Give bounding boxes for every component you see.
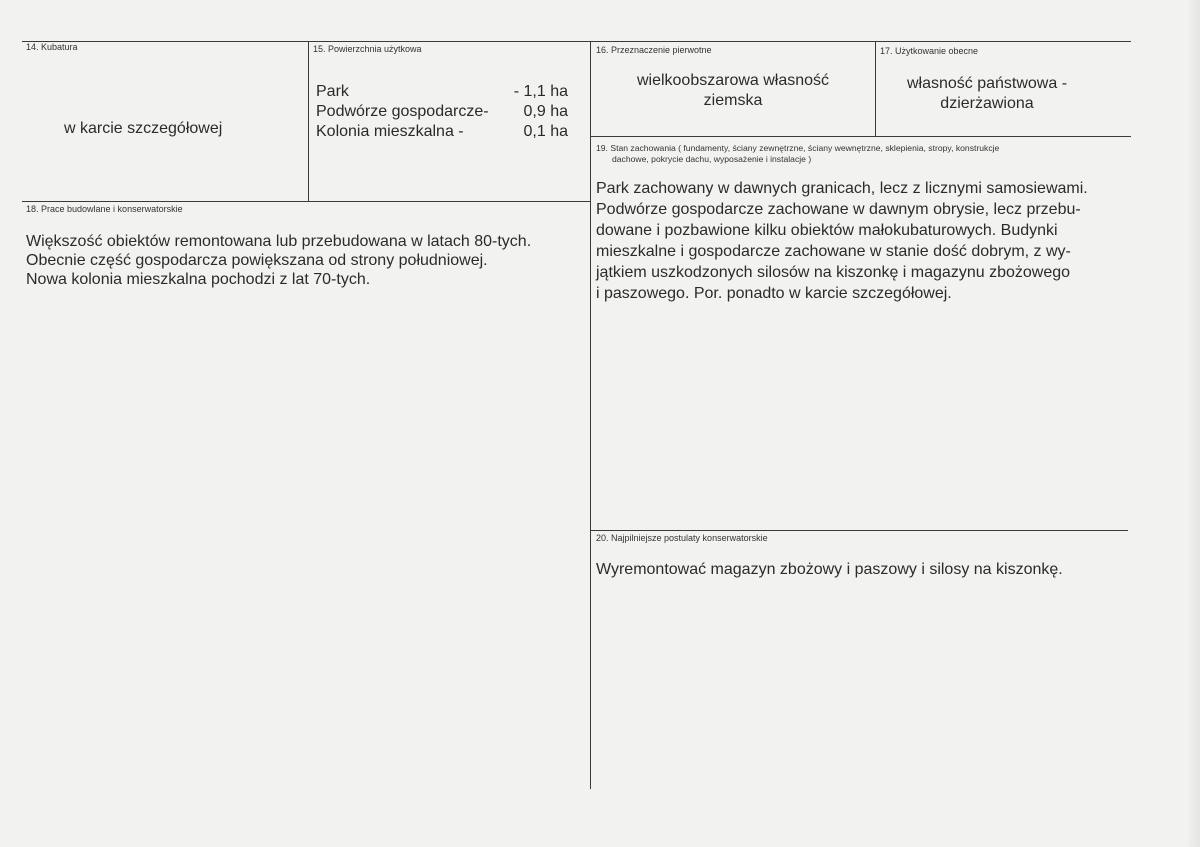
uzytkowanie-line-1: własność państwowa - bbox=[906, 75, 1068, 92]
przeznaczenie-value bbox=[592, 71, 874, 111]
powierzchnia-table bbox=[316, 82, 568, 142]
powierzchnia-label: 15. Powierzchnia użytkowa bbox=[313, 44, 422, 54]
divider-above-19 bbox=[590, 136, 1131, 137]
przeznaczenie-line-1: wielkoobszarowa własność bbox=[636, 72, 830, 89]
area-value: 0,1 ha bbox=[523, 123, 568, 140]
przeznaczenie-label: 16. Przeznaczenie pierwotne bbox=[596, 45, 712, 55]
area-value: - 1,1 ha bbox=[513, 83, 568, 100]
kubatura-label: 14. Kubatura bbox=[26, 42, 78, 52]
postulaty-value: Wyremontować magazyn zbożowy i paszowy i silosy na kiszonkę. bbox=[596, 561, 1063, 578]
przeznaczenie-line-2: ziemska bbox=[703, 92, 763, 109]
stan-value bbox=[596, 178, 1136, 304]
stan-line: dowane i pozbawione kilku obiektów małokubaturowych. Budynki bbox=[596, 222, 1058, 239]
area-row-podworze bbox=[316, 102, 568, 122]
stan-line: Podwórze gospodarcze zachowane w dawnym obrysie, lecz przebu- bbox=[596, 201, 1081, 218]
uzytkowanie-value bbox=[877, 74, 1097, 114]
area-value: 0,9 ha bbox=[523, 103, 568, 120]
uzytkowanie-line-2: dzierżawiona bbox=[940, 95, 1034, 112]
area-name: Kolonia mieszkalna - bbox=[316, 123, 464, 140]
stan-line: mieszkalne i gospodarcze zachowane w stanie dość dobrym, z wy- bbox=[596, 243, 1071, 260]
stan-line: Park zachowany w dawnych granicach, lecz z licznymi samosiewami. bbox=[596, 180, 1088, 197]
stan-line: i paszowego. Por. ponadto w karcie szczegółowej. bbox=[596, 285, 952, 302]
divider-above-18 bbox=[22, 201, 590, 202]
divider-above-20 bbox=[590, 530, 1128, 531]
divider-14-15 bbox=[308, 41, 309, 201]
area-name: Park bbox=[316, 83, 349, 100]
top-border bbox=[22, 41, 1131, 42]
prace-value bbox=[26, 232, 586, 289]
stan-line: jątkiem uszkodzonych silosów na kiszonkę i magazynu zbożowego bbox=[596, 264, 1071, 281]
main-vertical-divider bbox=[590, 41, 591, 789]
uzytkowanie-label: 17. Użytkowanie obecne bbox=[880, 46, 979, 56]
area-row-park bbox=[316, 82, 568, 102]
kubatura-value: w karcie szczegółowej bbox=[64, 120, 223, 137]
prace-line: Obecnie część gospodarcza powiększana od strony południowej. bbox=[26, 252, 488, 269]
area-row-kolonia bbox=[316, 122, 568, 142]
scan-edge-shadow bbox=[1186, 0, 1200, 847]
divider-16-17 bbox=[875, 41, 876, 136]
postulaty-label: 20. Najpilniejsze postulaty konserwatorskie bbox=[596, 533, 768, 543]
stan-label-line-1: 19. Stan zachowania ( fundamenty, ściany zewnętrzne, ściany wewnętrzne, sklepienia, stropy, konstrukcje bbox=[596, 143, 1000, 153]
prace-line: Większość obiektów remontowana lub przebudowana w latach 80-tych. bbox=[26, 233, 532, 250]
prace-line: Nowa kolonia mieszkalna pochodzi z lat 70-tych. bbox=[26, 271, 371, 288]
prace-label: 18. Prace budowlane i konserwatorskie bbox=[26, 204, 183, 214]
area-name: Podwórze gospodarcze- bbox=[316, 103, 489, 120]
stan-label-line-2: dachowe, pokrycie dachu, wyposażenie i instalacje ) bbox=[612, 154, 812, 164]
